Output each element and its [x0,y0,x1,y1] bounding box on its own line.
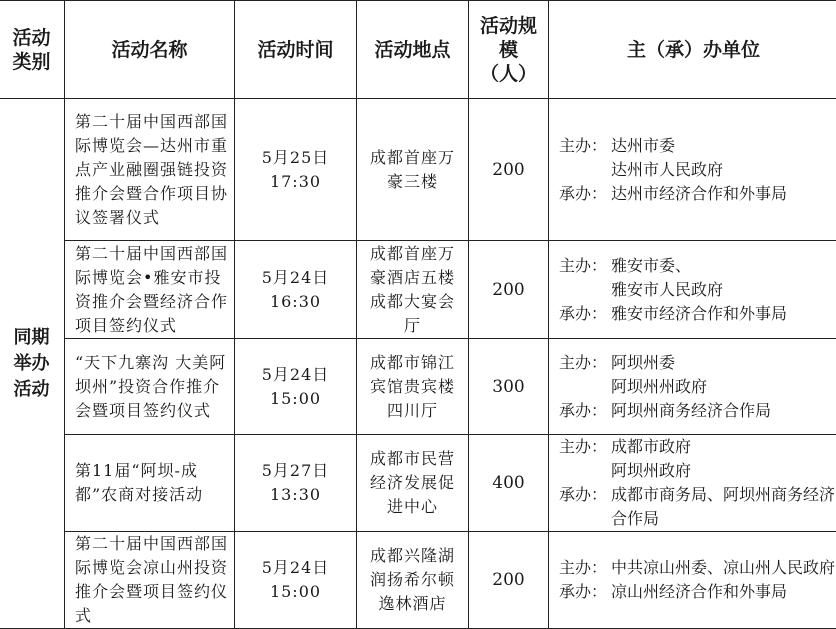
table-row [0,241,836,339]
activity-place: 成都市锦江宾馆贵宾楼四川厅 [357,339,469,435]
host-label: 主办： [559,134,611,182]
activity-time [235,435,357,532]
activity-scale: 200 [469,241,549,339]
host-label: 主办： [559,435,611,483]
activity-place: 成都首座万豪酒店五楼成都大宴会厅 [357,241,469,339]
header-scale: 活动规模（人） [469,1,549,99]
header-place: 活动地点 [357,1,469,99]
host-name: 成都市政府 [611,435,836,459]
activity-clock: 13:30 [235,483,356,507]
undertaker-name: 阿坝州商务经济合作局 [611,399,836,423]
activity-time [235,532,357,629]
undertaker-label: 承办： [559,580,611,604]
activity-organizer [549,241,836,339]
undertaker-label: 承办： [559,182,611,206]
activity-organizer [549,339,836,435]
activity-time [235,241,357,339]
activity-name: 第二十届中国西部国际博览会凉山州投资推介会暨项目签约仪式 [65,532,235,629]
header-name: 活动名称 [65,1,235,99]
host-name: 雅安市人民政府 [611,278,836,302]
activity-clock: 17:30 [235,170,356,194]
host-name: 中共凉山州委、凉山州人民政府 [611,556,836,580]
activity-name: 第11届“阿坝-成都”农商对接活动 [65,435,235,532]
activity-organizer [549,99,836,241]
host-name: 达州市人民政府 [611,158,836,182]
activity-date: 5月25日 [235,146,356,170]
activity-place: 成都首座万豪三楼 [357,99,469,241]
activity-clock: 15:00 [235,387,356,411]
activity-place: 成都市民营经济发展促进中心 [357,435,469,532]
host-label: 主办： [559,254,611,302]
host-label: 主办： [559,556,611,580]
activity-scale: 200 [469,532,549,629]
header-category: 活动类别 [0,1,65,99]
activity-name: “天下九寨沟 大美阿坝州”投资合作推介会暨项目签约仪式 [65,339,235,435]
host-name: 阿坝州委 [611,351,836,375]
activity-scale: 300 [469,339,549,435]
activity-organizer [549,532,836,629]
category-cell [0,99,65,629]
category-label: 同期举办活动 [0,325,64,403]
table-row [0,435,836,532]
undertaker-label: 承办： [559,302,611,326]
header-organizer: 主（承）办单位 [549,1,836,99]
table-row [0,99,836,241]
undertaker-label: 承办： [559,399,611,423]
activity-clock: 16:30 [235,290,356,314]
activity-date: 5月27日 [235,459,356,483]
host-name: 达州市委 [611,134,836,158]
undertaker-name: 达州市经济合作和外事局 [611,182,836,206]
host-name: 阿坝州州政府 [611,375,836,399]
activity-date: 5月24日 [235,363,356,387]
activity-organizer [549,435,836,532]
activity-date: 5月24日 [235,266,356,290]
host-name: 阿坝州政府 [611,459,836,483]
activity-scale: 400 [469,435,549,532]
header-time: 活动时间 [235,1,357,99]
activity-date: 5月24日 [235,556,356,580]
undertaker-name: 凉山州经济合作和外事局 [611,580,836,604]
activity-time [235,339,357,435]
table-row [0,339,836,435]
table-row [0,532,836,629]
host-label: 主办： [559,351,611,399]
host-name: 雅安市委、 [611,254,836,278]
undertaker-name: 成都市商务局、阿坝州商务经济合作局 [611,483,836,531]
activity-name: 第二十届中国西部国际博览会•雅安市投资推介会暨经济合作项目签约仪式 [65,241,235,339]
table-header-row [0,1,836,99]
activity-clock: 15:00 [235,580,356,604]
activity-time [235,99,357,241]
activity-scale: 200 [469,99,549,241]
activity-place: 成都兴隆湖润扬希尔顿逸林酒店 [357,532,469,629]
activity-name: 第二十届中国西部国际博览会—达州市重点产业融圈强链投资推介会暨合作项目协议签署仪式 [65,99,235,241]
undertaker-name: 雅安市经济合作和外事局 [611,302,836,326]
undertaker-label: 承办： [559,483,611,531]
